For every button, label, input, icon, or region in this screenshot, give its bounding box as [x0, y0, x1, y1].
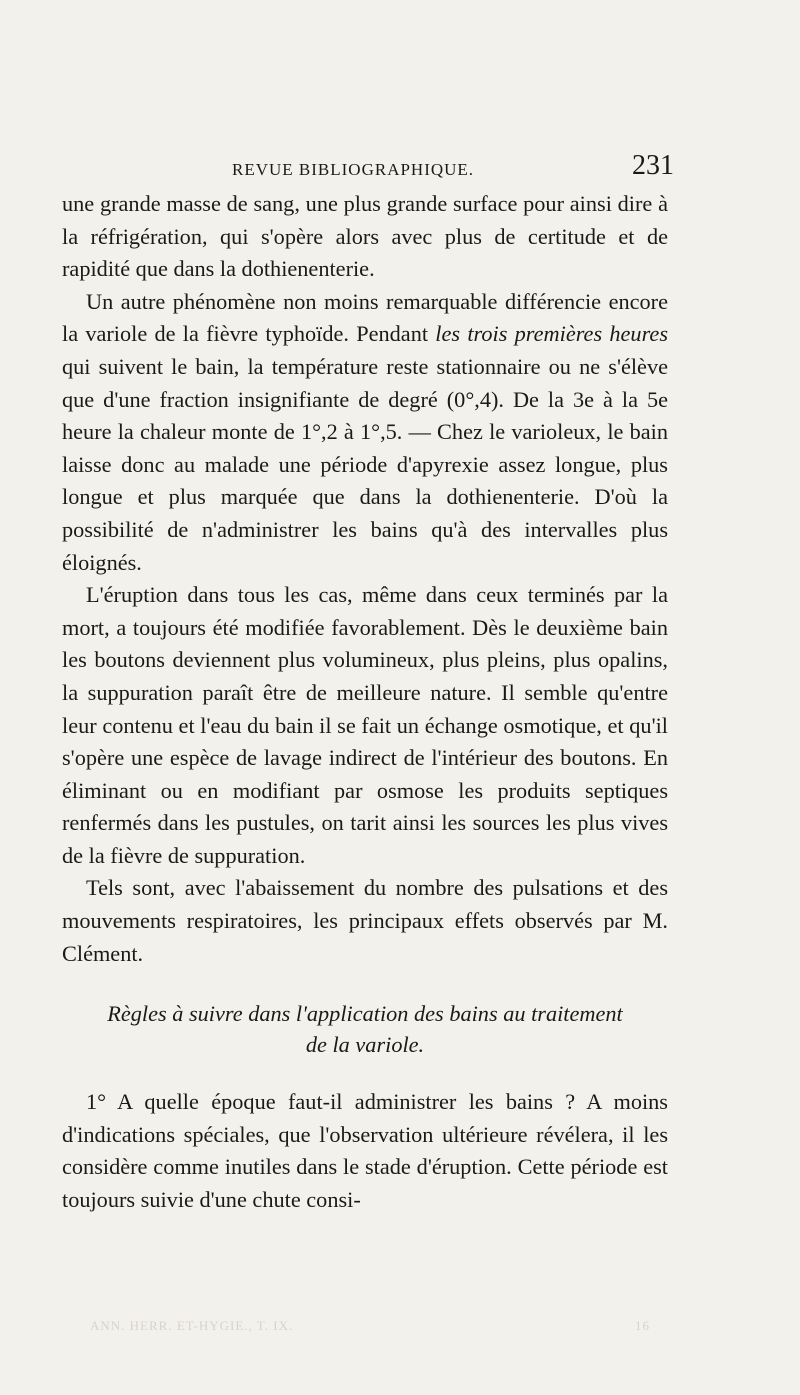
page-footer	[90, 1318, 650, 1334]
paragraph-2-text-b: qui suivent le bain, la température reste stationnaire ou ne s'élève que d'une fraction insignifiante de degré (0°,4). De la 3e à la 5e heure la chaleur monte de 1°,2 à 1°,5. — Chez le varioleux, le bain laisse donc au malade une période d'apyrexie assez longue, plus longue et plus marquée que dans la dothienenterie. D'où la possibilité de n'administrer les bains qu'à des intervalles plus éloignés.	[62, 353, 668, 575]
paragraph-2-text-a: Un autre phénomène non moins remarquable différencie encore la variole de la fièvre typhoïde. Pendant	[62, 288, 668, 347]
paragraph-5: 1° A quelle époque faut-il administrer les bains ? A moins d'indications spéciales, que l'observation ultérieure révélera, il les considère comme inutiles dans le stade d'éruption. Cette période est toujours suivie d'une chute consi-	[62, 1089, 668, 1213]
footer-signature: ANN. HERR. ET-HYGIE., T. IX.	[90, 1318, 294, 1333]
page-body	[62, 188, 668, 1217]
paragraph-2	[62, 286, 668, 579]
running-head: REVUE BIBLIOGRAPHIQUE.	[232, 160, 475, 179]
footer-signature-number: 16	[635, 1318, 650, 1333]
paragraph-4: Tels sont, avec l'abaissement du nombre des pulsations et des mouvements respiratoires, les principaux effets observés par M. Clément.	[62, 875, 668, 966]
section-title-line-1: Règles à suivre dans l'application des bains au traitement	[107, 1001, 623, 1027]
paragraph-1: une grande masse de sang, une plus grande surface pour ainsi dire à la réfrigération, qui s'opère alors avec plus de certitude et de rapidité que dans la dothienenterie.	[62, 191, 668, 282]
section-title-line-2: de la variole.	[305, 1032, 425, 1058]
section-title	[62, 998, 668, 1060]
paragraph-3: L'éruption dans tous les cas, même dans ceux terminés par la mort, a toujours été modifiée favorablement. Dès le deuxième bain les boutons deviennent plus volumineux, plus pleins, plus opalins, la suppuration paraît être de meilleure nature. Il semble qu'entre leur contenu et l'eau du bain il se fait un échange osmotique, et qu'il s'opère une espèce de lavage indirect de l'intérieur des boutons. En éliminant ou en modifiant par osmose les produits septiques renfermés dans les pustules, on tarit ainsi les sources les plus vives de la fièvre de suppuration.	[62, 582, 668, 868]
page-number: 231	[632, 150, 674, 181]
page-header	[62, 148, 672, 188]
paragraph-2-italic: les trois premières heures	[435, 321, 668, 347]
